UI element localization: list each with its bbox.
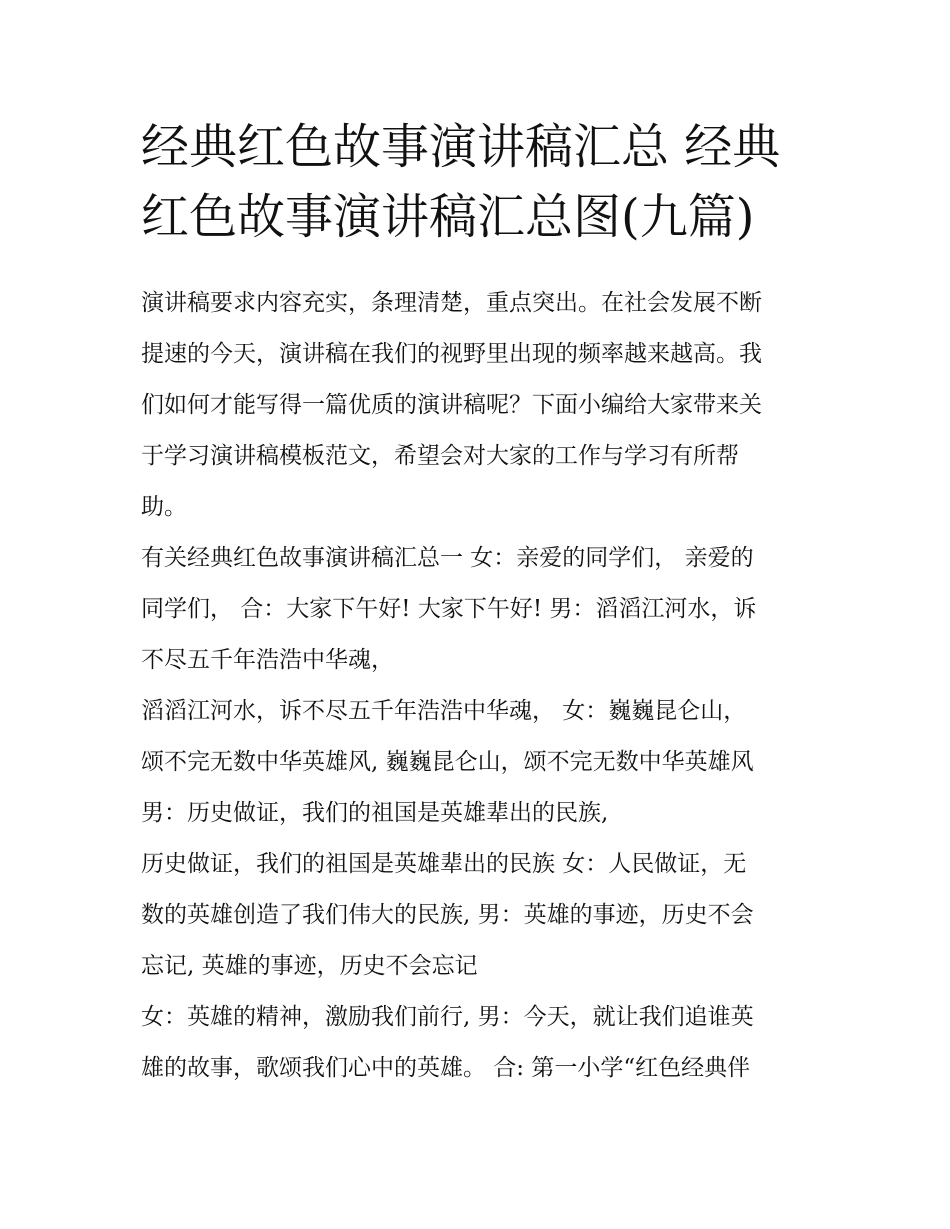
document-body xyxy=(141,278,831,1094)
body-paragraph xyxy=(141,839,831,992)
text-line: 演讲稿要求内容充实，条理清楚，重点突出。在社会发展不断 xyxy=(141,290,762,316)
text-line: 颂不完无数中华英雄风, 巍巍昆仑山，颂不完无数中华英雄风 xyxy=(141,749,754,775)
text-line: 提速的今天，演讲稿在我们的视野里出现的频率越来越高。我 xyxy=(141,341,762,367)
title-line: 红色故事演讲稿汇总图(九篇) xyxy=(141,189,755,245)
body-paragraph xyxy=(141,533,831,686)
text-line: 忘记, 英雄的事迹，历史不会忘记 xyxy=(141,953,478,979)
text-line: 滔滔江河水，诉不尽五千年浩浩中华魂， 女：巍巍昆仑山， xyxy=(141,698,747,724)
body-paragraph xyxy=(141,686,831,839)
text-line: 们如何才能写得一篇优质的演讲稿呢？下面小编给大家带来关 xyxy=(141,392,762,418)
body-paragraph xyxy=(141,992,831,1094)
text-line: 不尽五千年浩浩中华魂， xyxy=(141,647,394,673)
text-line: 女：英雄的精神，激励我们前行, 男：今天，就让我们追谁英 xyxy=(141,1004,754,1030)
title-line: 经典红色故事演讲稿汇总 经典 xyxy=(141,119,781,175)
document-title xyxy=(141,112,821,252)
text-line: 于学习演讲稿模板范文，希望会对大家的工作与学习有所帮 xyxy=(141,443,739,469)
intro-paragraph xyxy=(141,278,831,533)
text-line: 数的英雄创造了我们伟大的民族, 男：英雄的事迹，历史不会 xyxy=(141,902,754,928)
text-line: 历史做证，我们的祖国是英雄辈出的民族 女：人民做证，无 xyxy=(141,851,747,877)
text-line: 助。 xyxy=(141,494,187,520)
text-line: 雄的故事，歌颂我们心中的英雄。 合: 第一小学“红色经典伴 xyxy=(141,1055,751,1081)
text-line: 有关经典红色故事演讲稿汇总一 女：亲爱的同学们， 亲爱的 xyxy=(141,545,754,571)
text-line: 同学们， 合：大家下午好! 大家下午好! 男：滔滔江河水，诉 xyxy=(141,596,757,622)
text-line: 男：历史做证，我们的祖国是英雄辈出的民族, xyxy=(141,800,609,826)
